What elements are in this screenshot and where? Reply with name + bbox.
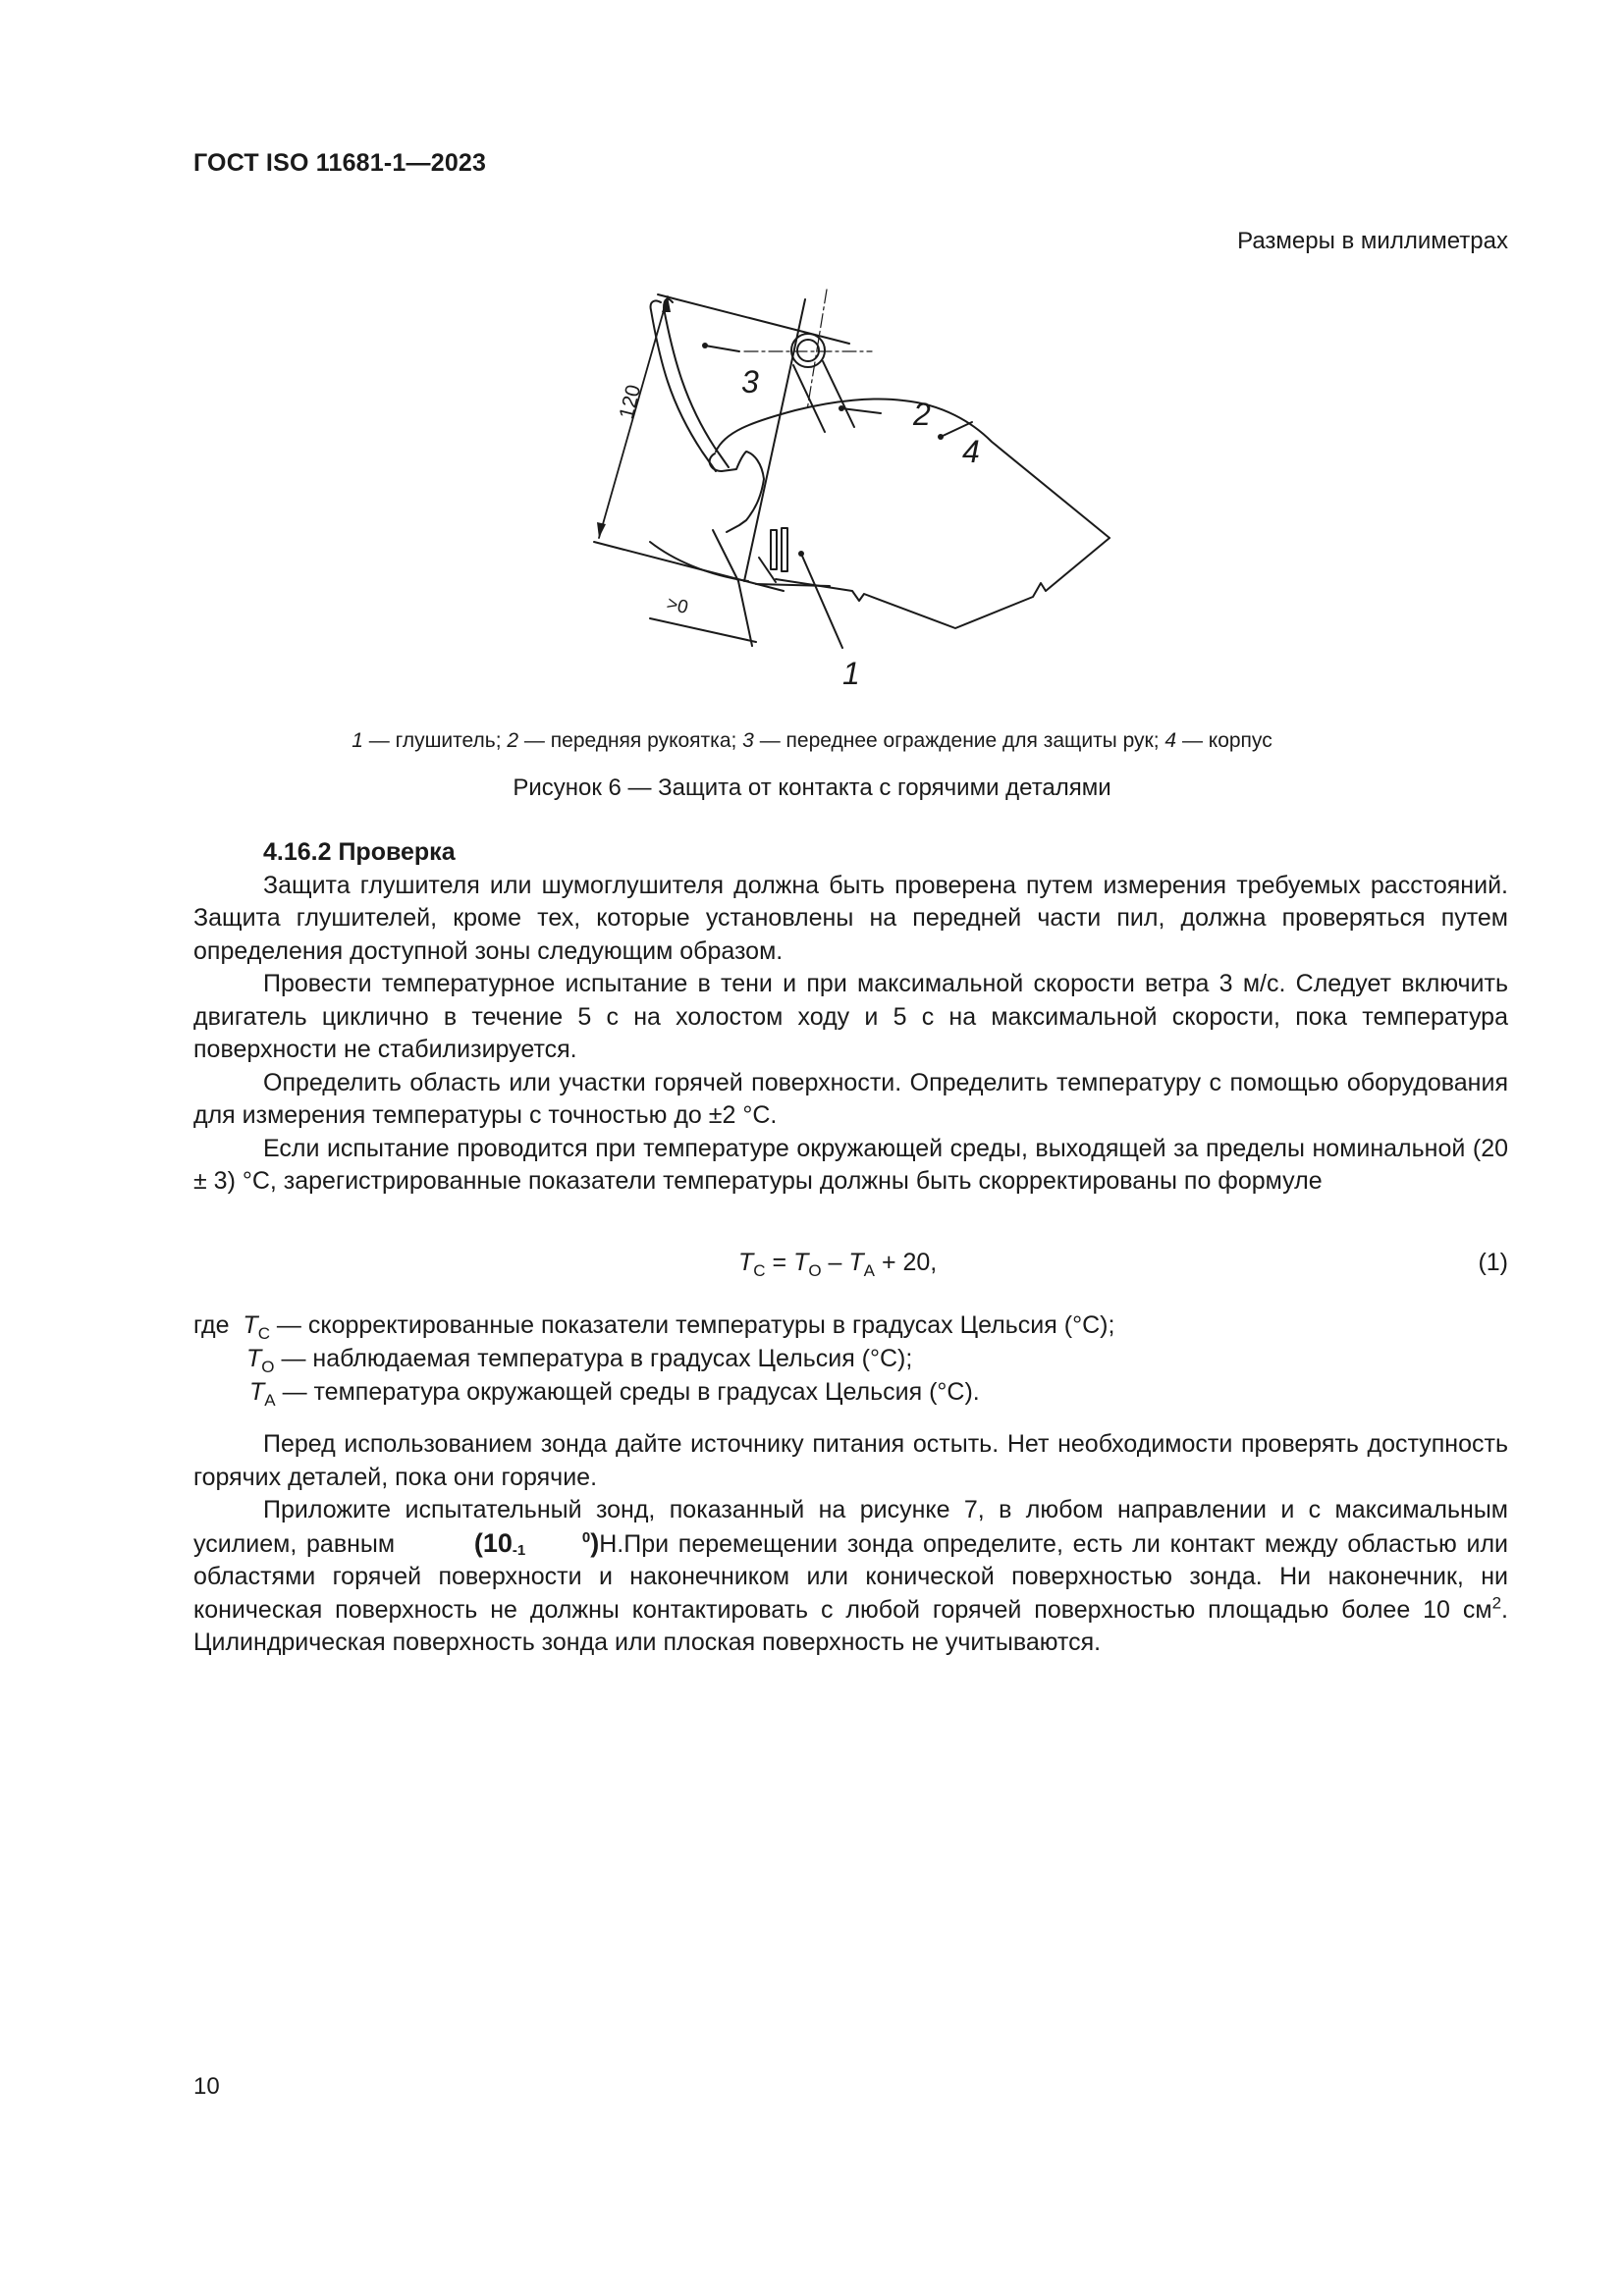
legend-num-1: 1	[352, 729, 363, 752]
callout-3: 3	[741, 364, 759, 400]
legend-text-1: — глушитель;	[362, 729, 508, 752]
units-note: Размеры в миллиметрах	[1237, 228, 1508, 254]
dim-ext-top	[658, 294, 849, 344]
section-4-16-2	[193, 836, 1508, 1199]
paragraph-6: Приложите испытательный зонд, показанный на рисунке 7, в любом направлении и с максимальным усилием, равным (10 0 -1 )Н.При перемещении зонда определите, есть ли контакт между областью или областями горячей поверхности и наконечником или конической поверхностью зонда. Ни наконечник, ни коническая поверхность не должны контактировать с любой горячей поверхностью площадью более 10 $см^2$. Цилиндрическая поверхность зонда или плоская поверхность не учитываются.	[193, 1496, 1508, 1656]
formula-number: (1)	[1478, 1249, 1508, 1276]
formula-1	[193, 1249, 1508, 1284]
section-continuation	[193, 1428, 1508, 1660]
definition-tc: где $T_С$ — скорректированные показатели температуры в градусах Цельсия (°С);	[193, 1311, 1115, 1343]
legend-text-3: — переднее ограждение для защиты рук;	[753, 729, 1165, 752]
legend-num-3: 3	[742, 729, 754, 752]
callout-1: 1	[842, 656, 860, 691]
legend-text-2: — передняя рукоятка;	[518, 729, 743, 752]
dimension-120-label: 120	[615, 382, 646, 422]
paragraph-2: Провести температурное испытание в тени и при максимальной скорости ветра 3 м/с. Следует включить двигатель циклично в течение 5 с на холостом ходу и 5 с на максимальной скорости, пока температура поверхности не стабилизируется.	[193, 970, 1508, 1063]
definition-to: $T_О$ — наблюдаемая температура в градусах Цельсия (°С);	[246, 1345, 913, 1376]
hand-guard-3	[651, 299, 729, 471]
formula-definitions	[193, 1311, 1114, 1412]
paragraph-3: Определить область или участки горячей поверхности. Определить температуру с помощью оборудования для измерения температуры с точностью до ±2 °С.	[193, 1068, 1508, 1129]
callout-4: 4	[962, 434, 980, 469]
paragraph-1: Защита глушителя или шумоглушителя должна быть проверена путем измерения требуемых расстояний. Защита глушителей, кроме тех, которые установлены на передней части пил, должна проверяться путем определения доступной зоны следующим образом.	[193, 871, 1508, 965]
document-header: ГОСТ ISO 11681-1—2023	[193, 149, 487, 177]
page-number: 10	[193, 2073, 220, 2100]
legend-num-4: 4	[1164, 729, 1177, 752]
formula-expression: $T_С = T_О - T_А + 20$,	[738, 1249, 938, 1280]
front-handle-2	[793, 365, 825, 432]
force-tolerance: (10 0 -1 )	[473, 1527, 600, 1560]
legend-text-4: — корпус	[1176, 729, 1272, 752]
figure-6-drawing	[579, 285, 1129, 707]
definition-ta: $T_А$ — температура окружающей среды в градусах Цельсия (°С).	[249, 1378, 980, 1410]
legend-num-2: 2	[507, 729, 519, 752]
dim-ext-bottom	[594, 542, 784, 591]
figure-legend	[0, 729, 1624, 753]
section-heading: 4.16.2 Проверка	[263, 838, 456, 866]
paragraph-4: Если испытание проводится при температуре окружающей среды, выходящей за пределы номинальной (20 ± 3) °С, зарегистрированные показатели температуры должны быть скорректированы по формуле	[193, 1134, 1508, 1195]
dimension-gt0-label: >0	[664, 593, 690, 619]
figure-caption: Рисунок 6 — Защита от контакта с горячими деталями	[513, 774, 1111, 801]
muffler-1	[710, 452, 764, 532]
paragraph-5: Перед использованием зонда дайте источнику питания остыть. Нет необходимости проверять доступность горячих деталей, пока они горячие.	[193, 1430, 1508, 1491]
callout-2: 2	[913, 397, 931, 432]
